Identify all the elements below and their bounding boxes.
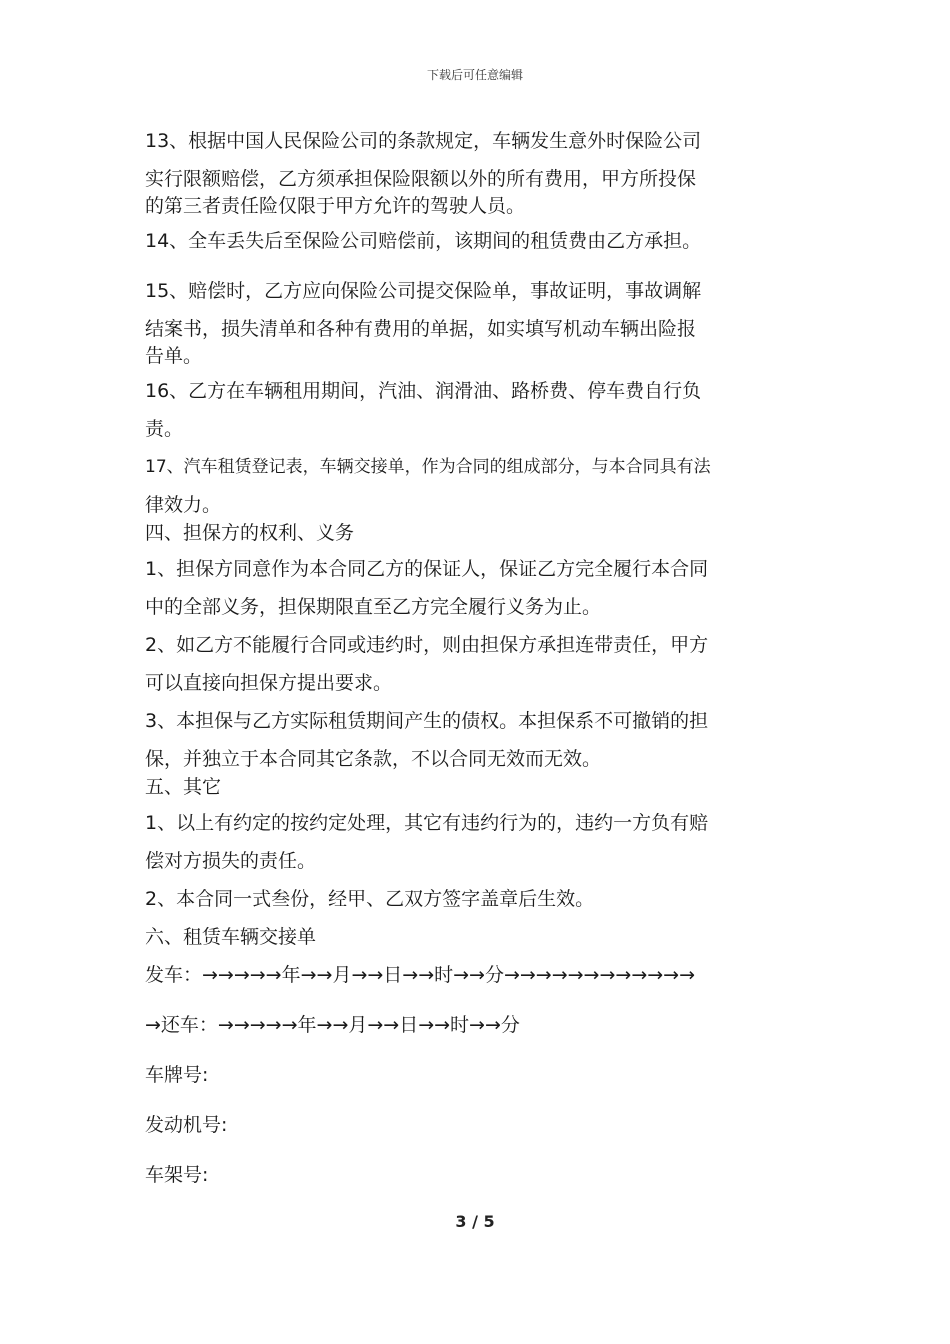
- clause-15-line-3: 告单。: [145, 345, 203, 367]
- plate-number-field: 车牌号:: [145, 1064, 209, 1086]
- engine-number-field: 发动机号:: [145, 1114, 228, 1136]
- page-number: 3 / 5: [455, 1212, 495, 1231]
- chassis-number-field: 车架号:: [145, 1164, 209, 1186]
- clause-15-line-1: 15、赔偿时，乙方应向保险公司提交保险单，事故证明，事故调解: [145, 280, 702, 302]
- clause-16-line-2: 责。: [145, 418, 184, 440]
- other-1-line-2: 偿对方损失的责任。: [145, 850, 317, 872]
- section-four-heading: 四、担保方的权利、义务: [145, 522, 355, 544]
- page-header: 下载后可任意编辑: [426, 68, 523, 82]
- clause-15-line-2: 结案书，损失清单和各种有费用的单据，如实填写机动车辆出险报: [145, 318, 697, 340]
- document-body: [145, 126, 815, 1190]
- section-six-heading: 六、租赁车辆交接单: [145, 926, 317, 948]
- guarantee-2-line-1: 2、如乙方不能履行合同或违约时，则由担保方承担连带责任，甲方: [145, 634, 709, 656]
- clause-14: 14、全车丢失后至保险公司赔偿前，该期间的租赁费由乙方承担。: [145, 230, 702, 252]
- guarantee-1-line-2: 中的全部义务，担保期限直至乙方完全履行义务为止。: [145, 596, 602, 618]
- clause-13-line-3: 的第三者责任险仅限于甲方允许的驾驶人员。: [145, 195, 526, 217]
- clause-17-line-2: 律效力。: [145, 494, 222, 516]
- other-1-line-1: 1、以上有约定的按约定处理，其它有违约行为的，违约一方负有赔: [145, 812, 709, 834]
- clause-17-line-1: 17、汽车租赁登记表，车辆交接单，作为合同的组成部分，与本合同具有法: [145, 457, 711, 477]
- clause-13-line-2: 实行限额赔偿，乙方须承担保险限额以外的所有费用，甲方所投保: [145, 168, 697, 190]
- clause-16-line-1: 16、乙方在车辆租用期间，汽油、润滑油、路桥费、停车费自行负: [145, 380, 702, 402]
- guarantee-3-line-1: 3、本担保与乙方实际租赁期间产生的债权。本担保系不可撤销的担: [145, 710, 709, 732]
- guarantee-1-line-1: 1、担保方同意作为本合同乙方的保证人，保证乙方完全履行本合同: [145, 558, 709, 580]
- other-2: 2、本合同一式叁份，经甲、乙双方签字盖章后生效。: [145, 888, 595, 910]
- clause-13-line-1: 13、根据中国人民保险公司的条款规定，车辆发生意外时保险公司: [145, 130, 702, 152]
- section-five-heading: 五、其它: [145, 776, 222, 798]
- return-time-field: →还车：→→→→→年→→月→→日→→时→→分: [145, 1014, 520, 1036]
- guarantee-2-line-2: 可以直接向担保方提出要求。: [145, 672, 393, 694]
- dispatch-time-field: 发车：→→→→→年→→月→→日→→时→→分→→→→→→→→→→→→: [145, 964, 695, 986]
- guarantee-3-line-2: 保，并独立于本合同其它条款，不以合同无效而无效。: [145, 748, 602, 770]
